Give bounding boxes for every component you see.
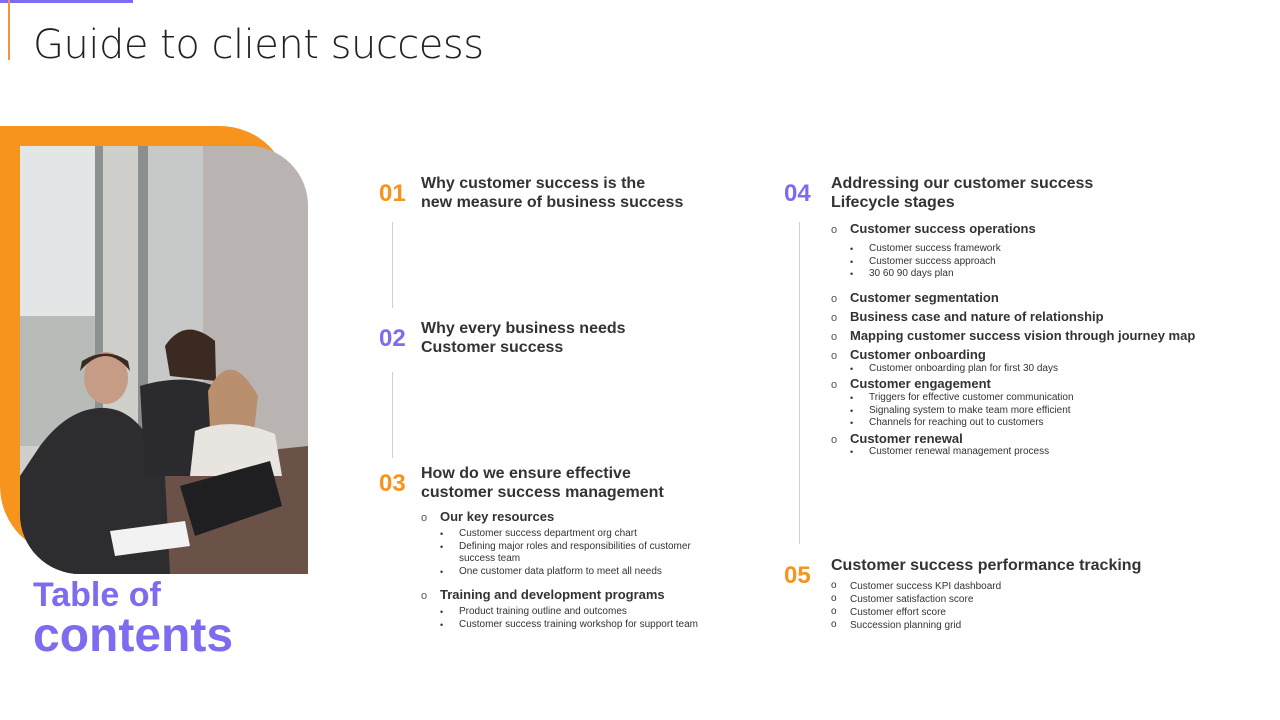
section-04-title	[831, 174, 1093, 212]
list-item: • Customer onboarding plan for first 30 days	[850, 363, 1150, 376]
connector-02-03	[392, 372, 393, 458]
title-accent-line	[8, 0, 10, 60]
circle-bullet-icon: o	[421, 590, 428, 602]
section-05-title-line1: Customer success performance tracking	[831, 557, 1142, 574]
list-item: • Product training outline and outcomes	[440, 606, 740, 619]
section-01-title-line2: new measure of business success	[421, 194, 684, 211]
s4-engagement	[831, 376, 991, 391]
section-02-title	[421, 319, 626, 357]
key-resources-label: Our key resources	[440, 509, 555, 524]
list-item: • Triggers for effective customer communication	[850, 392, 1150, 405]
section-03-title	[421, 464, 664, 502]
training-list	[440, 606, 740, 631]
section-04-title-line1: Addressing our customer success	[831, 175, 1094, 192]
circle-bullet-icon: o	[831, 224, 838, 236]
list-item: • 30 60 90 days plan	[850, 268, 1150, 281]
business-case-label: Business case and nature of relationship	[850, 309, 1104, 324]
s4-business-case	[831, 309, 1104, 324]
circle-bullet-icon: o	[831, 312, 838, 324]
section-02-title-line1: Why every business needs	[421, 320, 626, 337]
s4-journey-map	[831, 328, 1195, 343]
page-title: Guide to client success	[33, 22, 484, 68]
renewal-label: Customer renewal	[850, 431, 963, 446]
key-resources-list	[440, 528, 730, 579]
training-label: Training and development programs	[440, 587, 665, 602]
list-item: • One customer data platform to meet all needs	[440, 566, 730, 579]
performance-list	[831, 580, 1131, 632]
circle-bullet-icon: o	[831, 331, 838, 343]
onboarding-list	[850, 363, 1150, 376]
s4-renewal	[831, 431, 963, 446]
list-item: • Customer success approach	[850, 256, 1150, 269]
list-item: success team	[459, 553, 521, 565]
s4-operations	[831, 221, 1036, 236]
list-item: • Customer success department org chart	[440, 528, 730, 541]
circle-bullet-icon: o	[421, 512, 428, 524]
circle-bullet-icon: o	[831, 293, 838, 305]
section-01-title-line1: Why customer success is the	[421, 175, 646, 192]
list-item: o Succession planning grid	[831, 619, 1131, 632]
section-05-number: 05	[784, 562, 811, 589]
section-03-title-line2: customer success management	[421, 484, 664, 501]
section-04-title-line2: Lifecycle stages	[831, 194, 955, 211]
list-item: • Defining major roles and responsibilities of customer	[440, 541, 730, 554]
list-item: o Customer success KPI dashboard	[831, 580, 1131, 593]
journey-map-label: Mapping customer success vision through journey map	[850, 328, 1196, 343]
list-item: • Channels for reaching out to customers	[850, 417, 1150, 430]
section-04-number: 04	[784, 180, 811, 207]
list-item: o Customer effort score	[831, 606, 1131, 619]
section-05-title	[831, 556, 1141, 575]
connector-01-02	[392, 222, 393, 308]
table-of-contents-label	[33, 578, 233, 660]
section-02-title-line2: Customer success	[421, 339, 564, 356]
section-02-number: 02	[379, 325, 406, 352]
circle-bullet-icon: o	[831, 434, 838, 446]
office-meeting-photo	[20, 146, 308, 574]
renewal-list	[850, 446, 1150, 459]
engagement-list	[850, 392, 1150, 430]
operations-list	[850, 243, 1150, 281]
s4-segmentation	[831, 290, 999, 305]
list-item: • Signaling system to make team more efficient	[850, 405, 1150, 418]
circle-bullet-icon: o	[831, 379, 838, 391]
engagement-label: Customer engagement	[850, 376, 991, 391]
section-03-key-resources	[421, 509, 554, 524]
section-03-title-line1: How do we ensure effective	[421, 465, 631, 482]
list-item: • Customer success training workshop for support team	[440, 619, 740, 632]
segmentation-label: Customer segmentation	[850, 290, 999, 305]
onboarding-label: Customer onboarding	[850, 347, 986, 362]
toc-line2: contents	[33, 609, 234, 662]
section-01-number: 01	[379, 180, 406, 207]
list-item: • Customer renewal management process	[850, 446, 1150, 459]
section-03-number: 03	[379, 470, 406, 497]
list-item: • Customer success framework	[850, 243, 1150, 256]
toc-line1: Table of	[33, 576, 161, 614]
section-01-title	[421, 174, 683, 212]
top-accent-bar	[0, 0, 133, 3]
circle-bullet-icon: o	[831, 350, 838, 362]
operations-label: Customer success operations	[850, 221, 1036, 236]
s4-onboarding	[831, 347, 986, 362]
connector-04-05	[799, 222, 800, 544]
section-03-training	[421, 587, 665, 602]
list-item: o Customer satisfaction score	[831, 593, 1131, 606]
